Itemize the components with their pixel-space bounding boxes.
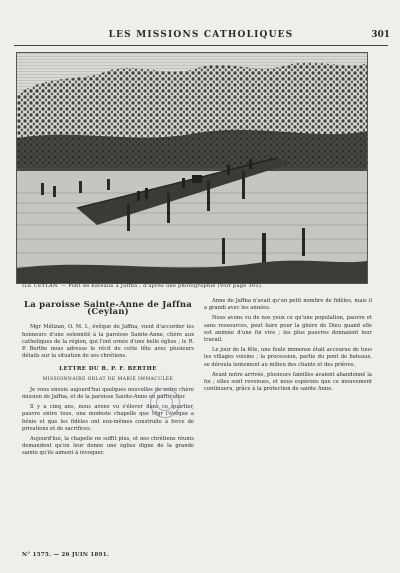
publication-title: LES MISSIONS CATHOLIQUES xyxy=(108,30,294,40)
shore-shadow xyxy=(17,130,367,173)
paragraph: Aujourd'hui, la chapelle ne suffit plus, et nos chrétiens réunis demandent qu'on leur donne une église digne de la grande sainte qu'ils aiment à invoquer. xyxy=(22,436,194,457)
paragraph: Le jour de la fête, une foule immense était accourue de tous les villages voisins ; la procession, partie du pont de bateaux, se déroula lentement au milieu des chants et des prières. xyxy=(204,347,372,368)
header-rule xyxy=(14,45,388,46)
article-title: La paroisse Sainte-Anne de Jaffna (Ceylan) xyxy=(24,300,192,318)
paragraph: Avant notre arrivée, plusieurs familles avaient abandonné la foi ; elles sont revenues, et nous espérons que ce mouvement continuera, grâce à la protection de sainte Anne. xyxy=(204,371,372,393)
article-intro: Mgr Mélizan, O. M. I., évêque de Jaffna, vient d'accorder les honneurs d'une solennité à la paroisse Sainte-Anne, chère aux catholiques de la région, qui l'ont ornée d'une belle église ; le R. P. Berthe nous adresse le récit de cette fête avec plusieurs détails sur la situation de ses chrétiens. xyxy=(22,324,194,360)
letter-subheading: MISSIONNAIRE OBLAT DE MARIE IMMACULÉE xyxy=(42,376,174,382)
right-column xyxy=(204,298,372,396)
engraving-illustration xyxy=(16,52,368,284)
paragraph: Anne de Jaffna n'avait qu'un petit nombre de fidèles, mais il a grandi avec les années. xyxy=(204,298,372,312)
engraving-artwork xyxy=(17,53,367,283)
illustration-caption: ILE CEYLAN. — Pont de bateaux à Jaffna ; d'après une photographie (Voir page 302). xyxy=(22,283,264,289)
paragraph: Il y a cinq ans, nous avons vu s'élever dans ce quartier, pauvre entre tous, une modeste chapelle que Mgr l'évêque a bénie et que les fidèles ont eux-mêmes construite à force de privations et de sacrifices. xyxy=(22,404,194,432)
letter-heading: LETTRE DU R. P. F. BERTHE xyxy=(59,366,157,373)
paragraph: Nous avons vu de nos yeux ce qu'une population, pauvre et sans ressources, peut faire pour la gloire de Dieu quand elle est animée d'une foi vive ; les plus pauvres donnaient leur travail. xyxy=(204,315,372,344)
paragraph: Je vous envoie aujourd'hui quelques nouvelles de notre chère mission de Jaffna, et de la paroisse Sainte-Anne en particulier. xyxy=(22,386,194,401)
page-number: 301 xyxy=(371,30,390,40)
library-stamp xyxy=(150,388,180,418)
issue-footer: N° 1575. — 26 JUIN 1891. xyxy=(22,552,110,558)
left-column xyxy=(22,298,194,461)
running-header xyxy=(12,30,390,44)
